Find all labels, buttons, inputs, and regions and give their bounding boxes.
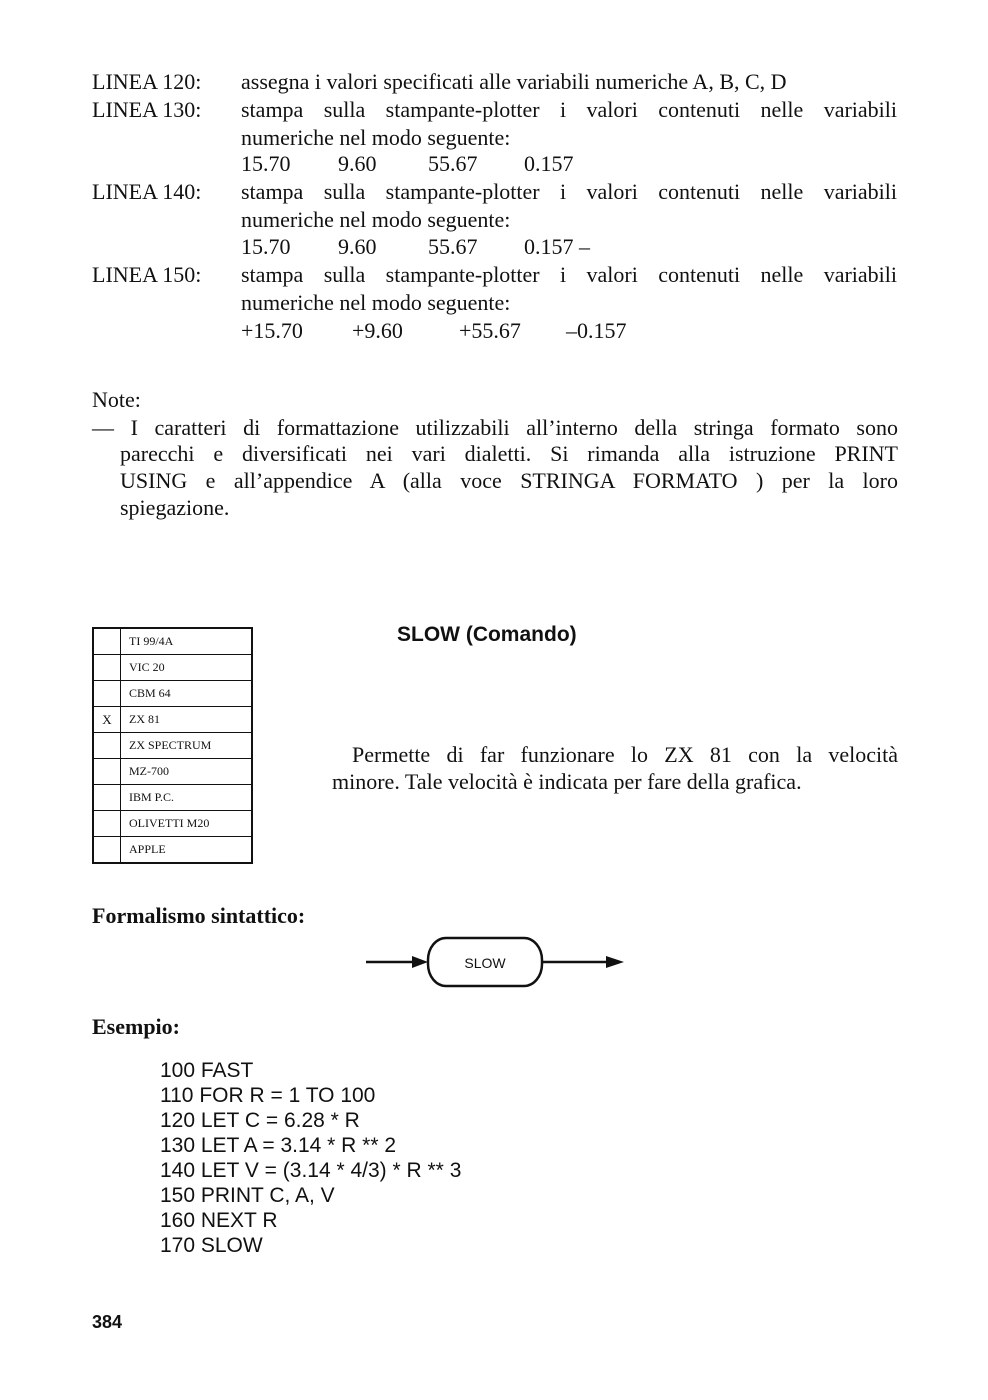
section-title: SLOW (Comando) <box>397 623 577 646</box>
note-heading: Note: <box>92 387 141 412</box>
syntax-diagram <box>360 932 640 992</box>
table-row <box>93 759 252 785</box>
value: –0.157 <box>566 318 627 343</box>
code-line: 130 LET A = 3.14 * R ** 2 <box>160 1134 397 1157</box>
formatted-values <box>0 233 988 261</box>
computer-name: VIC 20 <box>121 655 253 681</box>
page-number: 384 <box>92 1312 123 1332</box>
value: 9.60 <box>338 234 377 259</box>
linea-text: stampa sulla stampante-plotter i valori contenuti nelle variabili <box>241 97 897 122</box>
note-line: spiegazione. <box>120 495 230 520</box>
linea-text-continued: numeriche nel modo seguente: <box>241 290 511 315</box>
code-line: 110 FOR R = 1 TO 100 <box>160 1084 376 1107</box>
note-line: parecchi e diversificati nei vari dialetti. Si rimanda alla istruzione PRINT <box>120 441 898 466</box>
value: +9.60 <box>352 318 403 343</box>
linea-label: LINEA 120: <box>92 69 202 94</box>
check-cell <box>93 681 121 707</box>
syntax-heading: Formalismo sintattico: <box>92 903 306 928</box>
check-cell <box>93 655 121 681</box>
check-cell <box>93 785 121 811</box>
section-description: Permette di far funzionare lo ZX 81 con la velocità <box>352 742 898 767</box>
computer-name: IBM P.C. <box>121 785 253 811</box>
computer-name: OLIVETTI M20 <box>121 811 253 837</box>
value: +15.70 <box>241 318 303 343</box>
check-cell <box>93 759 121 785</box>
table-row <box>93 707 252 733</box>
value: 0.157 – <box>524 234 590 259</box>
code-line: 100 FAST <box>160 1059 254 1082</box>
compatibility-table <box>92 627 253 864</box>
computer-name: CBM 64 <box>121 681 253 707</box>
table-row <box>93 681 252 707</box>
table-row <box>93 655 252 681</box>
value: 55.67 <box>428 234 478 259</box>
table-row <box>93 733 252 759</box>
check-cell: X <box>93 707 121 733</box>
arrow-head-icon <box>412 956 428 968</box>
arrow-head-icon <box>606 956 624 968</box>
example-heading: Esempio: <box>92 1014 180 1039</box>
code-line: 140 LET V = (3.14 * 4/3) * R ** 3 <box>160 1159 462 1182</box>
linea-label: LINEA 150: <box>92 262 202 287</box>
computer-name: ZX 81 <box>121 707 253 733</box>
value: 55.67 <box>428 151 478 176</box>
table-row <box>93 837 252 864</box>
value: 0.157 <box>524 151 574 176</box>
table-row <box>93 811 252 837</box>
table-row <box>93 785 252 811</box>
linea-text-continued: numeriche nel modo seguente: <box>241 125 511 150</box>
linea-text: assegna i valori specificati alle variabili numeriche A, B, C, D <box>241 69 787 94</box>
linea-label: LINEA 140: <box>92 179 202 204</box>
check-cell <box>93 733 121 759</box>
linea-text: stampa sulla stampante-plotter i valori contenuti nelle variabili <box>241 262 897 287</box>
computer-name: TI 99/4A <box>121 628 253 655</box>
section-description: minore. Tale velocità è indicata per fare della grafica. <box>332 769 802 794</box>
computer-name: ZX SPECTRUM <box>121 733 253 759</box>
code-line: 160 NEXT R <box>160 1209 278 1232</box>
code-line: 170 SLOW <box>160 1234 263 1257</box>
code-line: 150 PRINT C, A, V <box>160 1184 335 1207</box>
linea-text: stampa sulla stampante-plotter i valori contenuti nelle variabili <box>241 179 897 204</box>
value: +55.67 <box>459 318 521 343</box>
value: 15.70 <box>241 234 291 259</box>
value: 15.70 <box>241 151 291 176</box>
note-line: USING e all’appendice A (alla voce STRINGA FORMATO ) per la loro <box>120 468 898 493</box>
formatted-values <box>0 317 988 345</box>
table-row <box>93 628 252 655</box>
note-line: — I caratteri di formattazione utilizzabili all’interno della stringa formato sono <box>92 415 898 440</box>
linea-text-continued: numeriche nel modo seguente: <box>241 207 511 232</box>
formatted-values <box>0 150 988 178</box>
code-line: 120 LET C = 6.28 * R <box>160 1109 360 1132</box>
check-cell <box>93 628 121 655</box>
keyword-label: SLOW <box>464 955 506 971</box>
linea-label: LINEA 130: <box>92 97 202 122</box>
computer-name: APPLE <box>121 837 253 864</box>
check-cell <box>93 837 121 864</box>
check-cell <box>93 811 121 837</box>
computer-name: MZ-700 <box>121 759 253 785</box>
value: 9.60 <box>338 151 377 176</box>
